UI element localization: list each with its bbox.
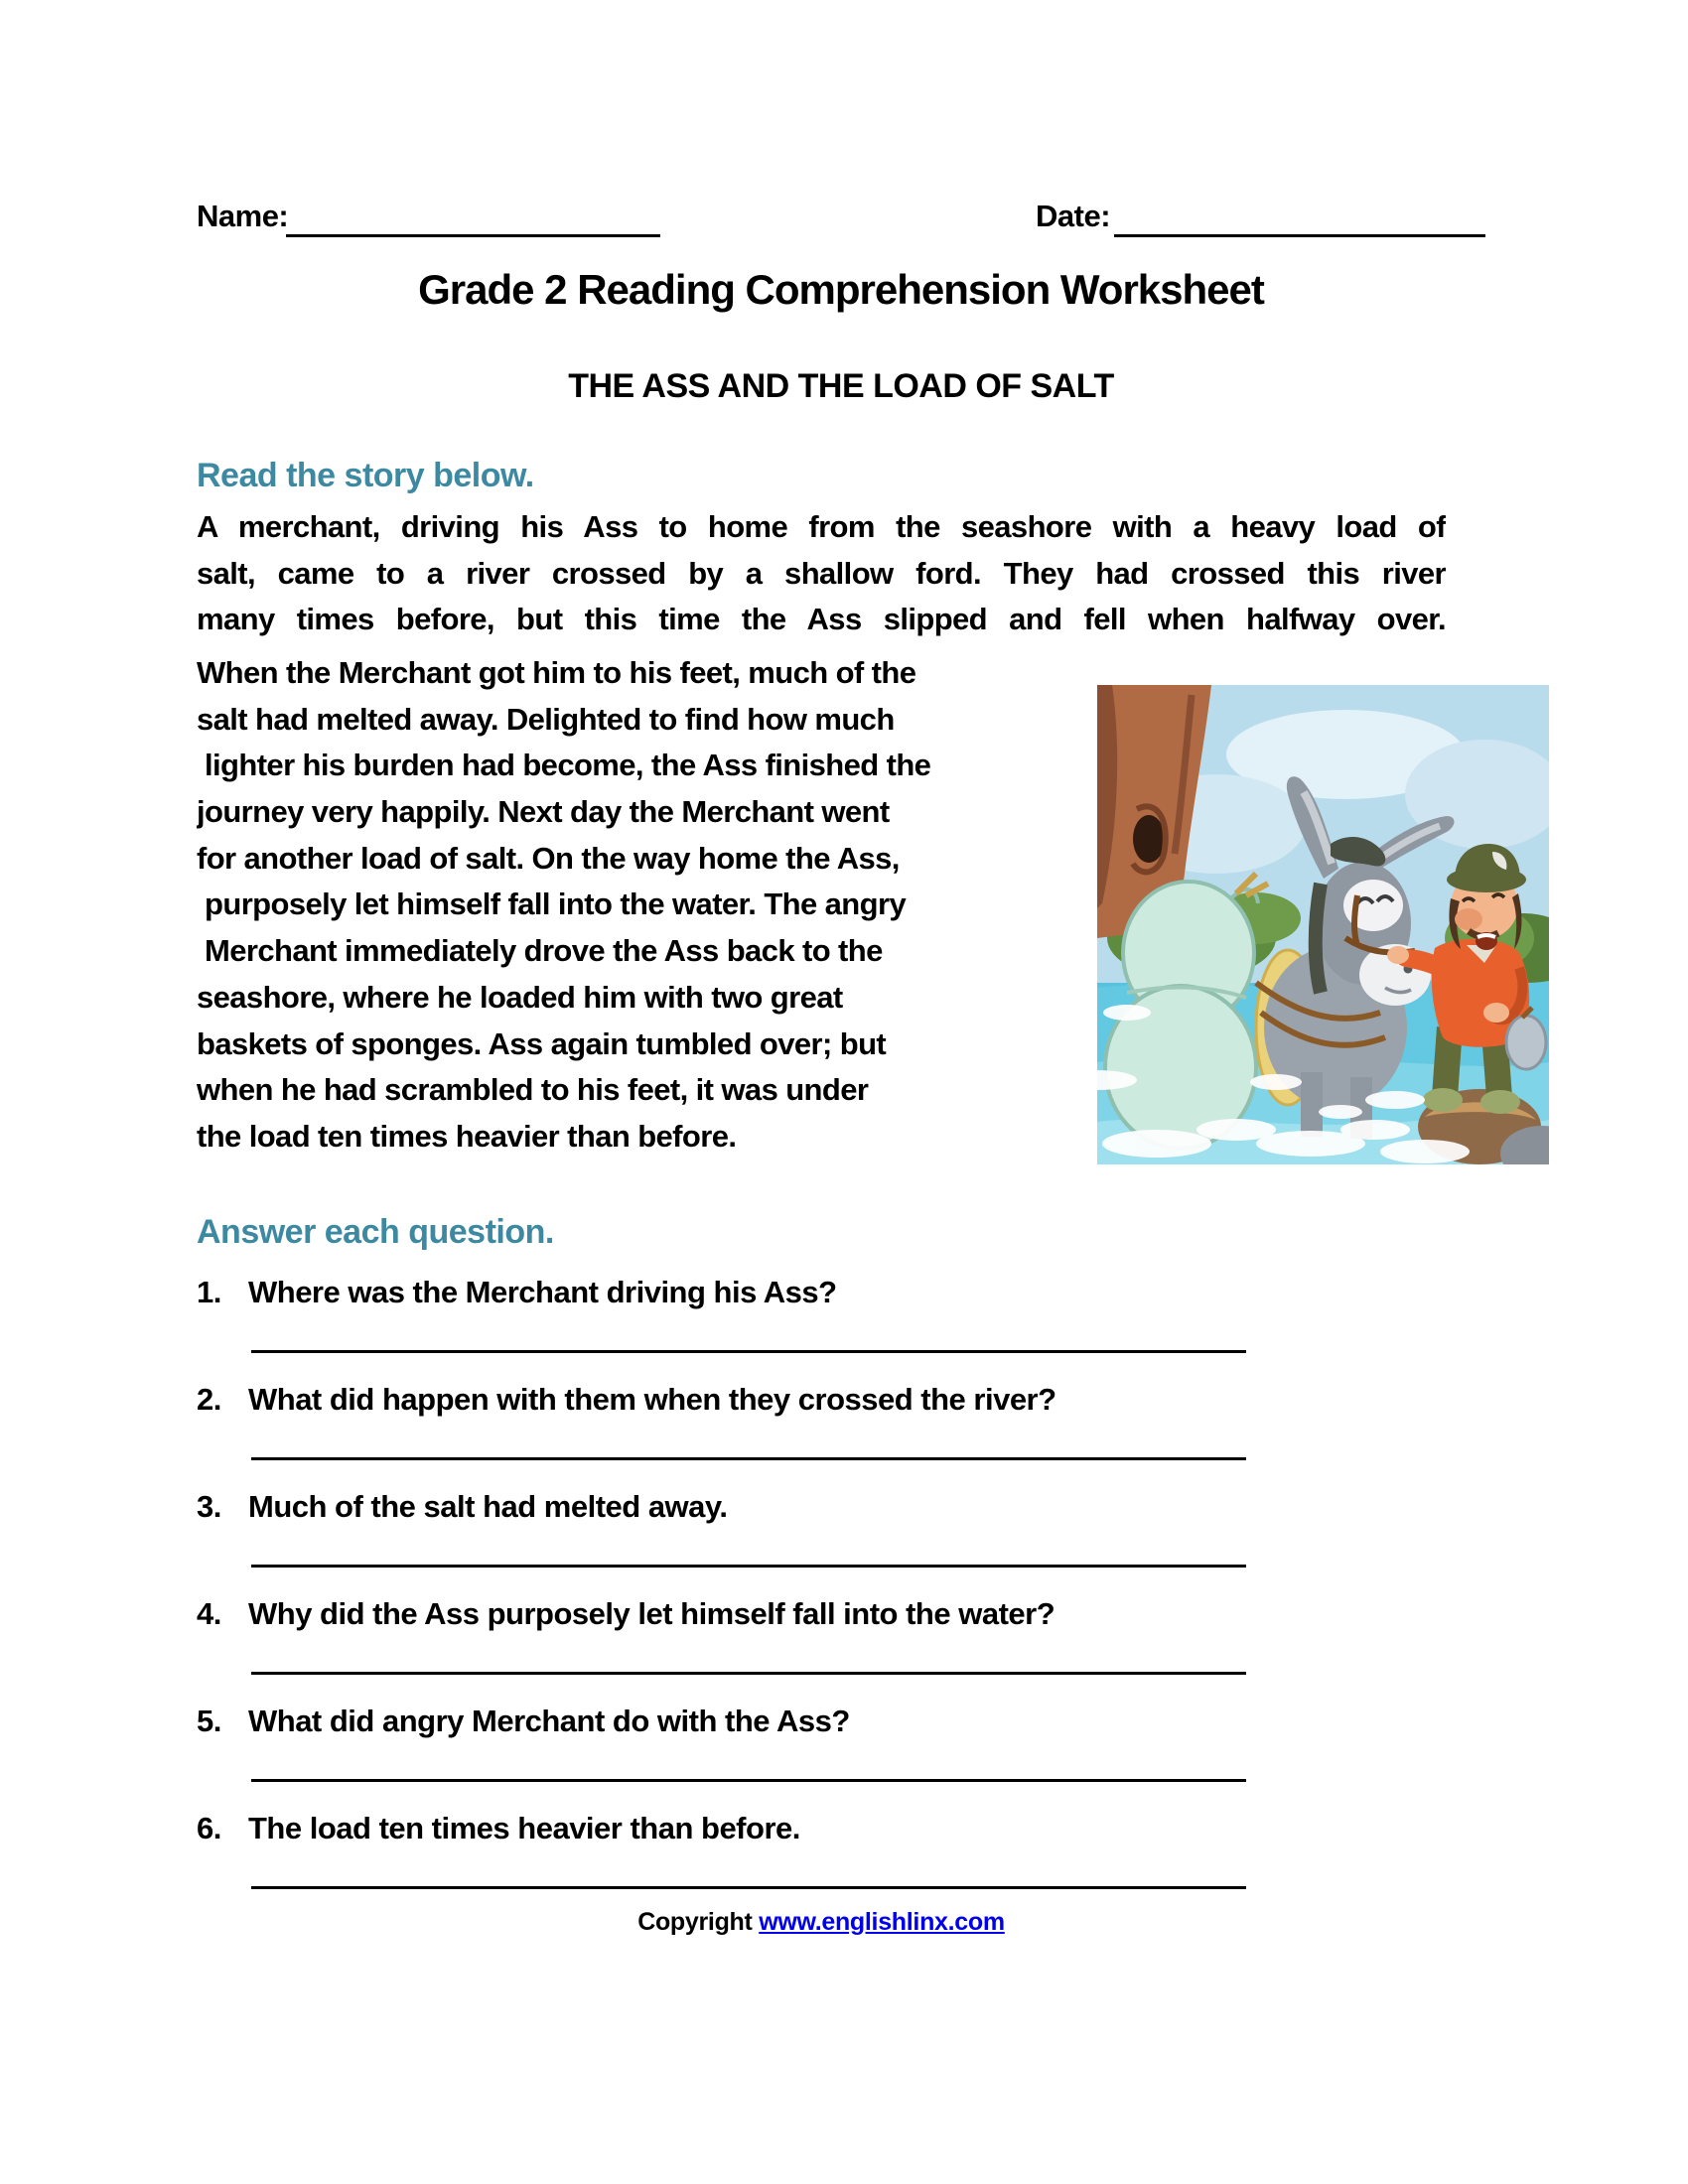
story-line: lighter his burden had become, the Ass finished the (197, 748, 931, 783)
question-item (197, 1378, 1446, 1460)
date-label: Date: (1036, 199, 1111, 233)
question-text: Why did the Ass purposely let himself fall into the water? (248, 1596, 1055, 1631)
name-label: Name: (197, 199, 289, 233)
nose (1455, 908, 1482, 930)
question-number: 6. (197, 1811, 221, 1845)
copyright-footer (197, 1908, 1446, 1937)
question-text: What did happen with them when they crossed the river? (248, 1382, 1056, 1417)
copyright-link[interactable]: www.englishlinx.com (759, 1908, 1005, 1936)
story-line: When the Merchant got him to his feet, much of the (197, 655, 916, 690)
read-story-heading: Read the story below. (197, 457, 534, 494)
answer-blank-line (251, 1350, 1246, 1353)
story-line: journey very happily. Next day the Merchant went (197, 794, 890, 830)
copyright-label: Copyright (637, 1908, 753, 1936)
hand (1387, 946, 1409, 964)
story-line: seashore, where he loaded him with two great (197, 979, 843, 1015)
story-line: for another load of salt. On the way home the Ass, (197, 840, 900, 876)
question-item (197, 1700, 1446, 1782)
questions-list (197, 1271, 1446, 1914)
answer-blank-line (251, 1457, 1246, 1460)
tree-knothole (1133, 815, 1165, 863)
question-text: Where was the Merchant driving his Ass? (248, 1275, 837, 1309)
story-title: THE ASS AND THE LOAD OF SALT (568, 367, 1114, 405)
story-line: purposely let himself fall into the water. The angry (197, 887, 907, 922)
question-item (197, 1807, 1446, 1889)
question-number: 5. (197, 1704, 221, 1738)
answer-blank-line (251, 1672, 1246, 1675)
story-paragraph-full-width (197, 504, 1446, 643)
story-line: the load ten times heavier than before. (197, 1118, 737, 1154)
question-number: 4. (197, 1596, 221, 1631)
story-line: many times before, but this time the Ass slipped and fell when halfway over. (197, 602, 1446, 637)
answer-blank-line (251, 1565, 1246, 1568)
page-title: Grade 2 Reading Comprehension Worksheet (418, 266, 1264, 313)
story-line: when he had scrambled to his feet, it was under (197, 1072, 869, 1108)
question-number: 2. (197, 1382, 221, 1417)
question-item (197, 1485, 1446, 1568)
story-illustration-svg (1097, 685, 1549, 1164)
name-blank-line (286, 201, 660, 237)
question-text: The load ten times heavier than before. (248, 1811, 800, 1845)
question-text: What did angry Merchant do with the Ass? (248, 1704, 850, 1738)
question-number: 3. (197, 1489, 221, 1524)
answer-blank-line (251, 1779, 1246, 1782)
answer-questions-heading: Answer each question. (197, 1213, 554, 1251)
story-paragraph-wrapped (197, 650, 1110, 1160)
question-item (197, 1592, 1446, 1675)
story-illustration (1097, 685, 1549, 1164)
question-item (197, 1271, 1446, 1353)
small-sack (1506, 1016, 1546, 1069)
date-blank-line (1114, 201, 1485, 237)
answer-blank-line (251, 1886, 1246, 1889)
story-line: salt, came to a river crossed by a shallow ford. They had crossed this river (197, 555, 1446, 591)
story-line: baskets of sponges. Ass again tumbled over; but (197, 1025, 887, 1061)
story-line: A merchant, driving his Ass to home from the seashore with a heavy load of (197, 509, 1446, 544)
question-number: 1. (197, 1275, 221, 1309)
question-text: Much of the salt had melted away. (248, 1489, 728, 1524)
story-line: Merchant immediately drove the Ass back to the (197, 933, 883, 969)
story-line: salt had melted away. Delighted to find how much (197, 701, 895, 737)
